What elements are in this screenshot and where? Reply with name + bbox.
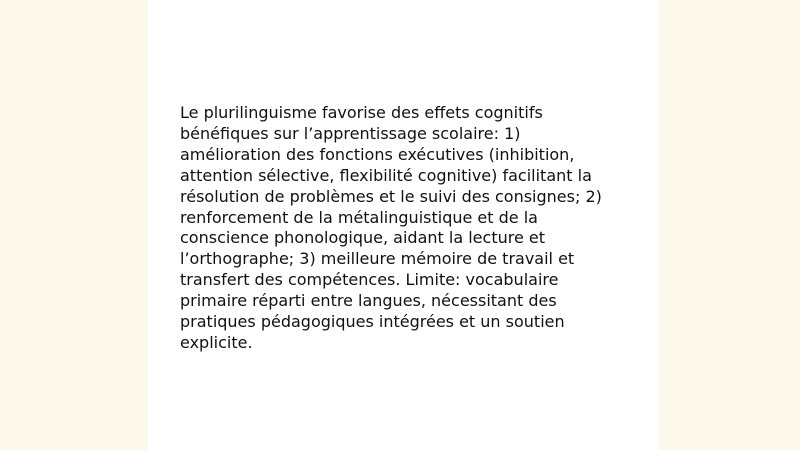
document-page <box>148 0 658 450</box>
body-paragraph: Le plurilinguisme favorise des effets cognitifs bénéfiques sur l’apprentissage scolaire: 1) amélioration des fonctions exécutives (inhibition, attention sélective, flexibilité cognitive) facilitant la résolution de problèmes et le suivi des consignes; 2) renforcement de la métalinguistique et de la conscience phonologique, aidant la lecture et l’orthographe; 3) meilleure mémoire de travail et transfert des compétences. Limite: vocabulaire primaire réparti entre langues, nécessitant des pratiques pédagogiques intégrées et un soutien explicite. <box>180 103 602 352</box>
